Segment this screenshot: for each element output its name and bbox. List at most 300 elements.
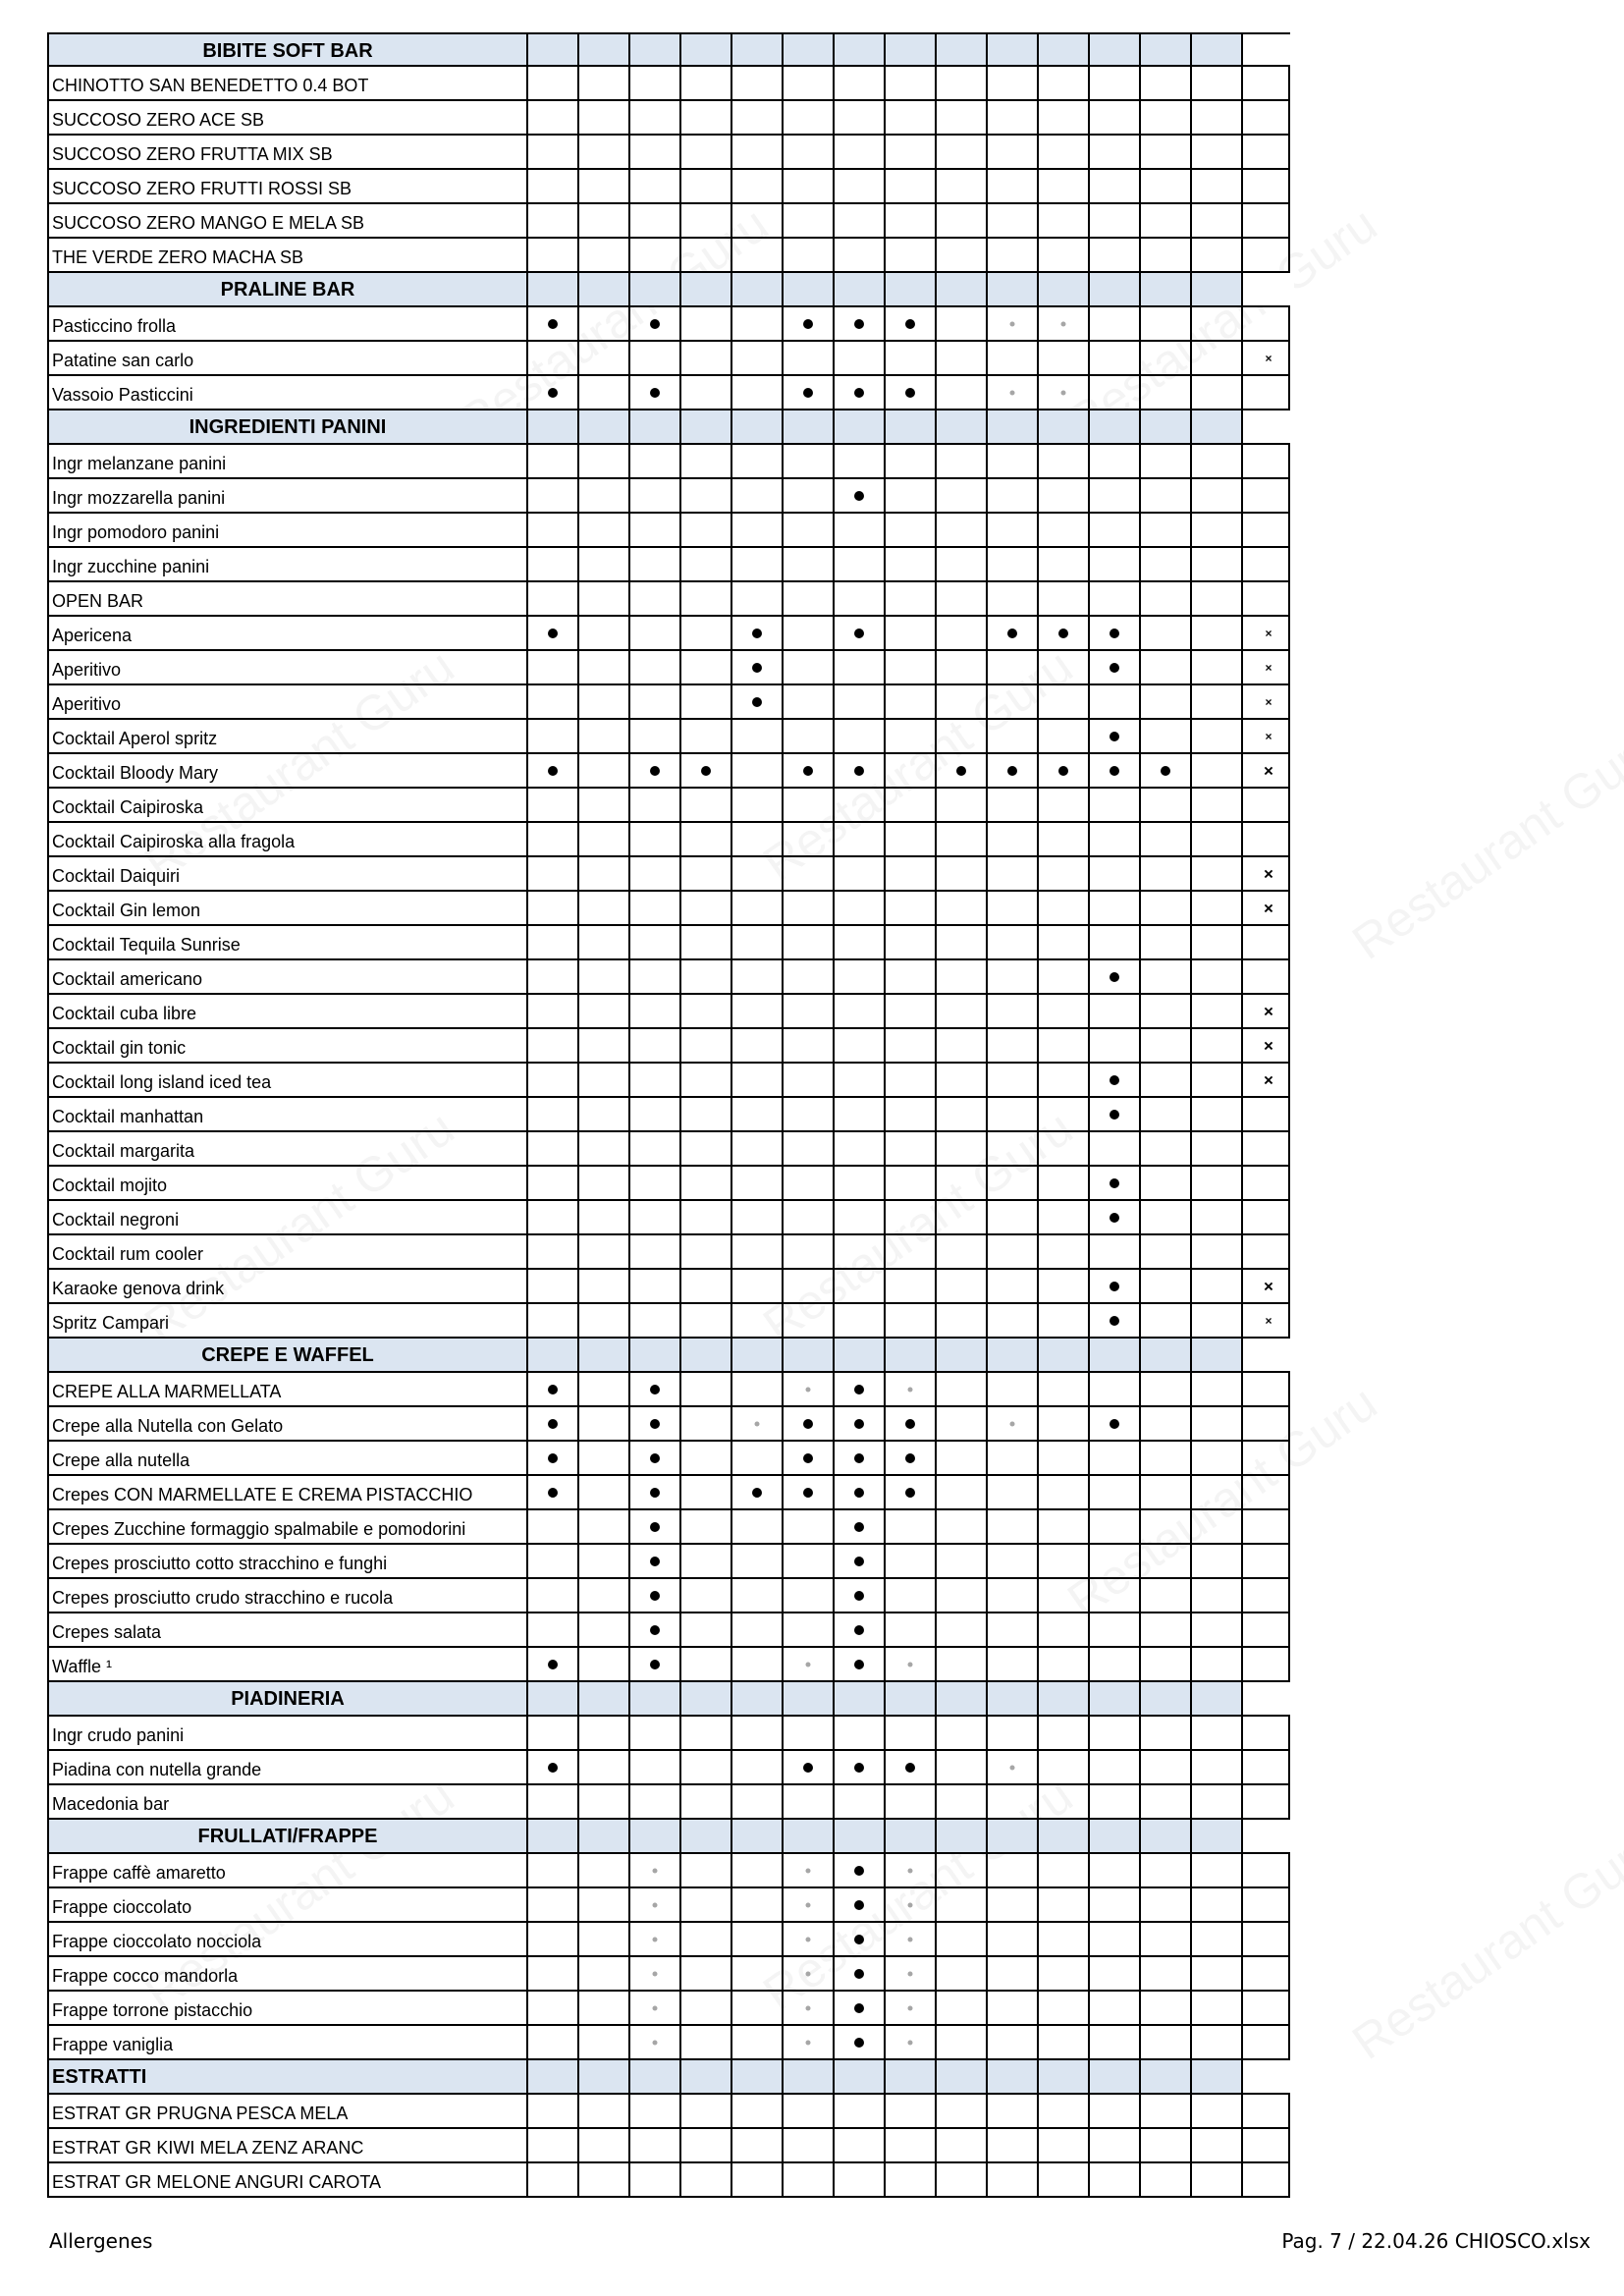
allergen-cell bbox=[732, 1820, 784, 1852]
item-name: Piadina con nutella grande bbox=[49, 1751, 528, 1783]
allergen-cell bbox=[886, 101, 937, 134]
table-row bbox=[47, 823, 1290, 857]
item-name: Frappe cioccolato bbox=[49, 1888, 528, 1921]
allergen-cell bbox=[528, 1992, 579, 2024]
allergen-cell bbox=[630, 1029, 681, 1062]
table-row bbox=[47, 1235, 1290, 1270]
allergen-cell bbox=[681, 1613, 732, 1646]
allergen-cell bbox=[1141, 273, 1192, 305]
allergen-cell bbox=[579, 376, 630, 409]
allergen-cell bbox=[1141, 892, 1192, 924]
allergen-cell bbox=[1141, 789, 1192, 821]
allergen-cell bbox=[1192, 1751, 1243, 1783]
allergen-cell bbox=[579, 1992, 630, 2024]
allergen-cell bbox=[1243, 67, 1294, 99]
allergen-cell bbox=[1090, 376, 1141, 409]
allergen-cell bbox=[681, 1098, 732, 1130]
allergen-cell bbox=[988, 204, 1039, 237]
allergen-cell bbox=[1039, 1682, 1090, 1715]
contains-dot-icon bbox=[650, 1385, 660, 1394]
allergen-cell bbox=[579, 136, 630, 168]
allergen-cell bbox=[835, 1682, 886, 1715]
contains-dot-icon bbox=[1110, 629, 1119, 638]
allergen-cell bbox=[886, 1785, 937, 1818]
allergen-cell bbox=[1039, 136, 1090, 168]
item-name: Frappe cocco mandorla bbox=[49, 1957, 528, 1990]
allergen-cell bbox=[886, 582, 937, 615]
allergen-cell bbox=[579, 1579, 630, 1612]
allergen-cell bbox=[1192, 204, 1243, 237]
allergen-cell bbox=[681, 273, 732, 305]
allergen-cell bbox=[630, 995, 681, 1027]
allergen-cell bbox=[1141, 445, 1192, 477]
table-row bbox=[47, 1510, 1290, 1545]
allergen-cell bbox=[732, 1442, 784, 1474]
cross-mark-icon: × bbox=[1264, 1036, 1273, 1055]
allergen-cell bbox=[937, 1201, 988, 1233]
allergen-cell bbox=[681, 1373, 732, 1405]
allergen-cell bbox=[681, 892, 732, 924]
allergen-cell bbox=[937, 685, 988, 718]
allergen-cell bbox=[630, 1270, 681, 1302]
allergen-cell bbox=[937, 617, 988, 649]
allergen-cell bbox=[937, 1613, 988, 1646]
allergen-cell bbox=[937, 1579, 988, 1612]
watermark-text bbox=[1342, 716, 1624, 971]
allergen-cell bbox=[630, 548, 681, 580]
table-row bbox=[47, 342, 1290, 376]
allergen-cell bbox=[732, 789, 784, 821]
allergen-cell bbox=[732, 342, 784, 374]
allergen-cell bbox=[630, 273, 681, 305]
allergen-cell bbox=[784, 789, 835, 821]
allergen-cell bbox=[886, 1167, 937, 1199]
allergen-cell bbox=[1090, 1476, 1141, 1508]
allergen-cell bbox=[1141, 720, 1192, 752]
contains-dot-icon bbox=[548, 1419, 558, 1429]
table-row bbox=[47, 926, 1290, 960]
allergen-cell bbox=[732, 2163, 784, 2196]
allergen-cell bbox=[835, 1442, 886, 1474]
allergen-cell bbox=[1039, 617, 1090, 649]
allergen-cell bbox=[681, 101, 732, 134]
allergen-cell bbox=[732, 1751, 784, 1783]
table-row bbox=[47, 2129, 1290, 2163]
allergen-cell bbox=[988, 1579, 1039, 1612]
allergen-cell bbox=[784, 857, 835, 890]
table-row bbox=[47, 2026, 1290, 2060]
allergen-cell bbox=[1090, 2163, 1141, 2196]
allergen-cell bbox=[1141, 1029, 1192, 1062]
allergen-cell bbox=[784, 514, 835, 546]
allergen-cell bbox=[1039, 342, 1090, 374]
allergen-cell bbox=[835, 1545, 886, 1577]
allergen-cell bbox=[1192, 2095, 1243, 2127]
allergen-cell bbox=[579, 170, 630, 202]
table-row bbox=[47, 67, 1290, 101]
cross-mark-icon: × bbox=[1265, 626, 1272, 640]
traces-dot-icon bbox=[653, 2040, 658, 2045]
allergen-cell bbox=[1141, 67, 1192, 99]
allergen-cell bbox=[681, 479, 732, 512]
allergen-cell bbox=[732, 1854, 784, 1886]
allergen-cell bbox=[1039, 1579, 1090, 1612]
section-title: FRULLATI/FRAPPE bbox=[49, 1820, 528, 1852]
allergen-cell bbox=[1141, 1682, 1192, 1715]
allergen-cell bbox=[1192, 1992, 1243, 2024]
allergen-cell bbox=[1243, 514, 1294, 546]
allergen-cell bbox=[835, 1923, 886, 1955]
allergen-cell bbox=[528, 1235, 579, 1268]
item-name: Cocktail cuba libre bbox=[49, 995, 528, 1027]
allergen-cell bbox=[579, 1442, 630, 1474]
allergen-cell bbox=[1039, 1339, 1090, 1371]
table-row bbox=[47, 1098, 1290, 1132]
allergen-cell bbox=[937, 926, 988, 958]
allergen-cell bbox=[988, 1613, 1039, 1646]
allergen-cell bbox=[1090, 857, 1141, 890]
allergen-cell bbox=[681, 34, 732, 65]
allergen-cell bbox=[579, 960, 630, 993]
allergen-cell bbox=[988, 548, 1039, 580]
contains-dot-icon bbox=[905, 1763, 915, 1773]
allergen-cell bbox=[1243, 1270, 1294, 1302]
allergen-cell bbox=[1243, 204, 1294, 237]
contains-dot-icon bbox=[1110, 1110, 1119, 1120]
allergen-cell bbox=[988, 1682, 1039, 1715]
item-name: Cocktail Daiquiri bbox=[49, 857, 528, 890]
allergen-cell bbox=[784, 239, 835, 271]
allergen-cell bbox=[1192, 307, 1243, 340]
allergen-cell bbox=[528, 67, 579, 99]
cross-mark-icon: × bbox=[1264, 761, 1273, 780]
allergen-cell bbox=[630, 1339, 681, 1371]
item-name: Frappe vaniglia bbox=[49, 2026, 528, 2058]
allergen-cell bbox=[937, 823, 988, 855]
allergen-cell bbox=[1192, 926, 1243, 958]
allergen-cell bbox=[732, 823, 784, 855]
allergen-cell bbox=[886, 1304, 937, 1337]
allergen-cell bbox=[1192, 1648, 1243, 1680]
allergen-cell bbox=[1243, 754, 1294, 787]
allergen-cell bbox=[835, 1613, 886, 1646]
allergen-cell bbox=[886, 1442, 937, 1474]
contains-dot-icon bbox=[854, 629, 864, 638]
section-title: PRALINE BAR bbox=[49, 273, 528, 305]
allergen-cell bbox=[681, 1957, 732, 1990]
contains-dot-icon bbox=[548, 1453, 558, 1463]
allergen-cell bbox=[784, 67, 835, 99]
allergen-cell bbox=[1243, 1407, 1294, 1440]
allergen-cell bbox=[528, 239, 579, 271]
contains-dot-icon bbox=[1110, 1316, 1119, 1326]
allergen-cell bbox=[681, 1992, 732, 2024]
table-row bbox=[47, 1270, 1290, 1304]
allergen-cell bbox=[1243, 1888, 1294, 1921]
allergen-cell bbox=[579, 754, 630, 787]
table-row bbox=[47, 1923, 1290, 1957]
item-name: SUCCOSO ZERO ACE SB bbox=[49, 101, 528, 134]
item-name: Cocktail manhattan bbox=[49, 1098, 528, 1130]
allergen-cell bbox=[1090, 1201, 1141, 1233]
allergen-cell bbox=[988, 1064, 1039, 1096]
allergen-cell bbox=[579, 1132, 630, 1165]
allergen-cell bbox=[1039, 1923, 1090, 1955]
traces-dot-icon bbox=[653, 1937, 658, 1941]
allergen-cell bbox=[1192, 170, 1243, 202]
allergen-cell bbox=[528, 34, 579, 65]
allergen-cell bbox=[579, 1064, 630, 1096]
allergen-cell bbox=[732, 1132, 784, 1165]
allergen-cell bbox=[937, 1373, 988, 1405]
contains-dot-icon bbox=[1110, 1178, 1119, 1188]
allergen-cell bbox=[681, 67, 732, 99]
allergen-cell bbox=[630, 1407, 681, 1440]
allergen-cell bbox=[988, 1235, 1039, 1268]
allergen-cell bbox=[937, 754, 988, 787]
allergen-cell bbox=[1090, 651, 1141, 683]
allergen-cell bbox=[1039, 1957, 1090, 1990]
allergen-cell bbox=[1243, 1304, 1294, 1337]
allergen-cell bbox=[886, 892, 937, 924]
allergen-cell bbox=[732, 1304, 784, 1337]
allergen-cell bbox=[886, 1992, 937, 2024]
traces-dot-icon bbox=[1061, 321, 1066, 326]
allergen-cell bbox=[528, 892, 579, 924]
allergen-cell bbox=[1039, 1132, 1090, 1165]
allergen-cell bbox=[937, 1407, 988, 1440]
allergen-cell bbox=[1141, 1854, 1192, 1886]
allergen-cell bbox=[630, 410, 681, 443]
allergen-cell bbox=[528, 857, 579, 890]
allergen-cell bbox=[835, 1751, 886, 1783]
allergen-cell bbox=[1192, 1923, 1243, 1955]
allergen-cell bbox=[835, 926, 886, 958]
allergen-cell bbox=[1192, 273, 1243, 305]
allergen-cell bbox=[886, 445, 937, 477]
allergen-cell bbox=[1141, 1785, 1192, 1818]
contains-dot-icon bbox=[1058, 766, 1068, 776]
item-name: Cocktail Aperol spritz bbox=[49, 720, 528, 752]
allergen-cell bbox=[579, 2129, 630, 2161]
allergen-cell bbox=[1039, 926, 1090, 958]
item-name: Cocktail mojito bbox=[49, 1167, 528, 1199]
table-row bbox=[47, 1373, 1290, 1407]
allergen-cell bbox=[1090, 995, 1141, 1027]
allergen-cell bbox=[784, 101, 835, 134]
allergen-cell bbox=[835, 754, 886, 787]
allergen-cell bbox=[1141, 617, 1192, 649]
item-name: Cocktail margarita bbox=[49, 1132, 528, 1165]
allergen-cell bbox=[784, 1167, 835, 1199]
table-row bbox=[47, 685, 1290, 720]
section-header-row bbox=[47, 1820, 1290, 1854]
allergen-cell bbox=[528, 136, 579, 168]
allergen-cell bbox=[732, 1888, 784, 1921]
allergen-cell bbox=[1141, 136, 1192, 168]
allergen-cell bbox=[681, 307, 732, 340]
allergen-cell bbox=[886, 1339, 937, 1371]
allergen-cell bbox=[1090, 479, 1141, 512]
allergen-cell bbox=[630, 1613, 681, 1646]
allergen-cell bbox=[1192, 239, 1243, 271]
allergen-cell bbox=[835, 273, 886, 305]
allergen-cell bbox=[732, 1476, 784, 1508]
allergen-cell bbox=[528, 926, 579, 958]
allergen-cell bbox=[988, 685, 1039, 718]
allergen-cell bbox=[835, 1579, 886, 1612]
contains-dot-icon bbox=[548, 766, 558, 776]
allergen-cell bbox=[937, 1235, 988, 1268]
contains-dot-icon bbox=[1058, 629, 1068, 638]
allergen-cell bbox=[528, 617, 579, 649]
allergen-cell bbox=[1039, 548, 1090, 580]
contains-dot-icon bbox=[1110, 663, 1119, 673]
allergen-cell bbox=[1090, 445, 1141, 477]
allergen-cell bbox=[1192, 582, 1243, 615]
allergen-cell bbox=[681, 1682, 732, 1715]
allergen-cell bbox=[988, 67, 1039, 99]
cross-mark-icon: × bbox=[1264, 1002, 1273, 1020]
allergen-cell bbox=[988, 1888, 1039, 1921]
allergen-cell bbox=[1141, 1992, 1192, 2024]
allergen-cell bbox=[1141, 2026, 1192, 2058]
allergen-cell bbox=[681, 685, 732, 718]
allergen-cell bbox=[681, 1442, 732, 1474]
contains-dot-icon bbox=[854, 1488, 864, 1498]
table-row bbox=[47, 548, 1290, 582]
table-row bbox=[47, 514, 1290, 548]
table-row bbox=[47, 204, 1290, 239]
table-row bbox=[47, 479, 1290, 514]
allergen-cell bbox=[681, 136, 732, 168]
allergen-cell bbox=[1141, 1304, 1192, 1337]
allergen-cell bbox=[1090, 582, 1141, 615]
allergen-cell bbox=[1141, 754, 1192, 787]
allergen-cell bbox=[1090, 1304, 1141, 1337]
allergen-cell bbox=[1090, 789, 1141, 821]
table-row bbox=[47, 1476, 1290, 1510]
contains-dot-icon bbox=[803, 766, 813, 776]
allergen-cell bbox=[1243, 307, 1294, 340]
allergen-cell bbox=[1039, 1201, 1090, 1233]
traces-dot-icon bbox=[1061, 390, 1066, 395]
allergen-cell bbox=[1039, 1064, 1090, 1096]
allergen-cell bbox=[1039, 1717, 1090, 1749]
allergen-cell bbox=[1141, 2060, 1192, 2093]
allergen-cell bbox=[1090, 2060, 1141, 2093]
allergen-cell bbox=[1090, 754, 1141, 787]
allergen-cell bbox=[886, 1717, 937, 1749]
item-name: Cocktail Gin lemon bbox=[49, 892, 528, 924]
item-name: Apericena bbox=[49, 617, 528, 649]
allergen-cell bbox=[988, 2095, 1039, 2127]
allergen-cell bbox=[784, 685, 835, 718]
allergen-cell bbox=[937, 2095, 988, 2127]
allergen-cell bbox=[1141, 1545, 1192, 1577]
allergen-cell bbox=[886, 239, 937, 271]
contains-dot-icon bbox=[1110, 1282, 1119, 1291]
allergen-cell bbox=[579, 410, 630, 443]
allergen-cell bbox=[528, 1407, 579, 1440]
allergen-cell bbox=[886, 1820, 937, 1852]
allergen-cell bbox=[732, 1235, 784, 1268]
allergen-cell bbox=[937, 410, 988, 443]
table-row bbox=[47, 445, 1290, 479]
allergen-cell bbox=[528, 1132, 579, 1165]
allergen-cell bbox=[988, 101, 1039, 134]
contains-dot-icon bbox=[752, 697, 762, 707]
allergen-cell bbox=[886, 170, 937, 202]
allergen-cell bbox=[1039, 892, 1090, 924]
allergen-cell bbox=[937, 789, 988, 821]
allergen-cell bbox=[528, 2095, 579, 2127]
allergen-cell bbox=[886, 204, 937, 237]
allergen-cell bbox=[1141, 1579, 1192, 1612]
allergen-cell bbox=[681, 1167, 732, 1199]
allergen-cell bbox=[1039, 2163, 1090, 2196]
allergen-cell bbox=[1192, 1785, 1243, 1818]
allergen-cell bbox=[528, 1579, 579, 1612]
table-row bbox=[47, 1201, 1290, 1235]
allergen-cell bbox=[835, 410, 886, 443]
allergen-cell bbox=[835, 2095, 886, 2127]
allergen-cell bbox=[886, 1957, 937, 1990]
allergen-cell bbox=[988, 2129, 1039, 2161]
allergen-cell bbox=[579, 204, 630, 237]
table-row bbox=[47, 1854, 1290, 1888]
table-row bbox=[47, 960, 1290, 995]
allergen-cell bbox=[1243, 789, 1294, 821]
allergen-cell bbox=[784, 204, 835, 237]
contains-dot-icon bbox=[854, 319, 864, 329]
allergen-cell bbox=[1192, 1820, 1243, 1852]
allergen-cell bbox=[886, 307, 937, 340]
allergen-cell bbox=[681, 617, 732, 649]
allergen-cell bbox=[630, 892, 681, 924]
allergen-cell bbox=[937, 2163, 988, 2196]
allergen-cell bbox=[732, 1167, 784, 1199]
allergen-cell bbox=[681, 410, 732, 443]
allergen-cell bbox=[1192, 136, 1243, 168]
contains-dot-icon bbox=[1110, 766, 1119, 776]
contains-dot-icon bbox=[854, 388, 864, 398]
allergen-cell bbox=[1141, 1442, 1192, 1474]
allergen-cell bbox=[579, 1751, 630, 1783]
allergen-cell bbox=[937, 170, 988, 202]
allergen-cell bbox=[630, 136, 681, 168]
allergen-cell bbox=[1243, 273, 1294, 305]
allergen-cell bbox=[681, 857, 732, 890]
contains-dot-icon bbox=[854, 2038, 864, 2048]
item-name: CHINOTTO SAN BENEDETTO 0.4 BOT bbox=[49, 67, 528, 99]
allergen-cell bbox=[835, 2060, 886, 2093]
allergen-cell bbox=[579, 342, 630, 374]
allergen-cell bbox=[630, 1373, 681, 1405]
traces-dot-icon bbox=[806, 1662, 811, 1667]
allergen-cell bbox=[1039, 1270, 1090, 1302]
allergen-cell bbox=[681, 754, 732, 787]
contains-dot-icon bbox=[956, 766, 966, 776]
allergen-cell bbox=[1039, 273, 1090, 305]
allergen-cell bbox=[886, 1579, 937, 1612]
table-row bbox=[47, 2163, 1290, 2198]
footer-page-info: Pag. 7 / 22.04.26 CHIOSCO.xlsx bbox=[1281, 2229, 1591, 2253]
allergen-cell bbox=[937, 34, 988, 65]
allergen-cell bbox=[1192, 1132, 1243, 1165]
allergen-cell bbox=[732, 136, 784, 168]
allergen-cell bbox=[1141, 1235, 1192, 1268]
